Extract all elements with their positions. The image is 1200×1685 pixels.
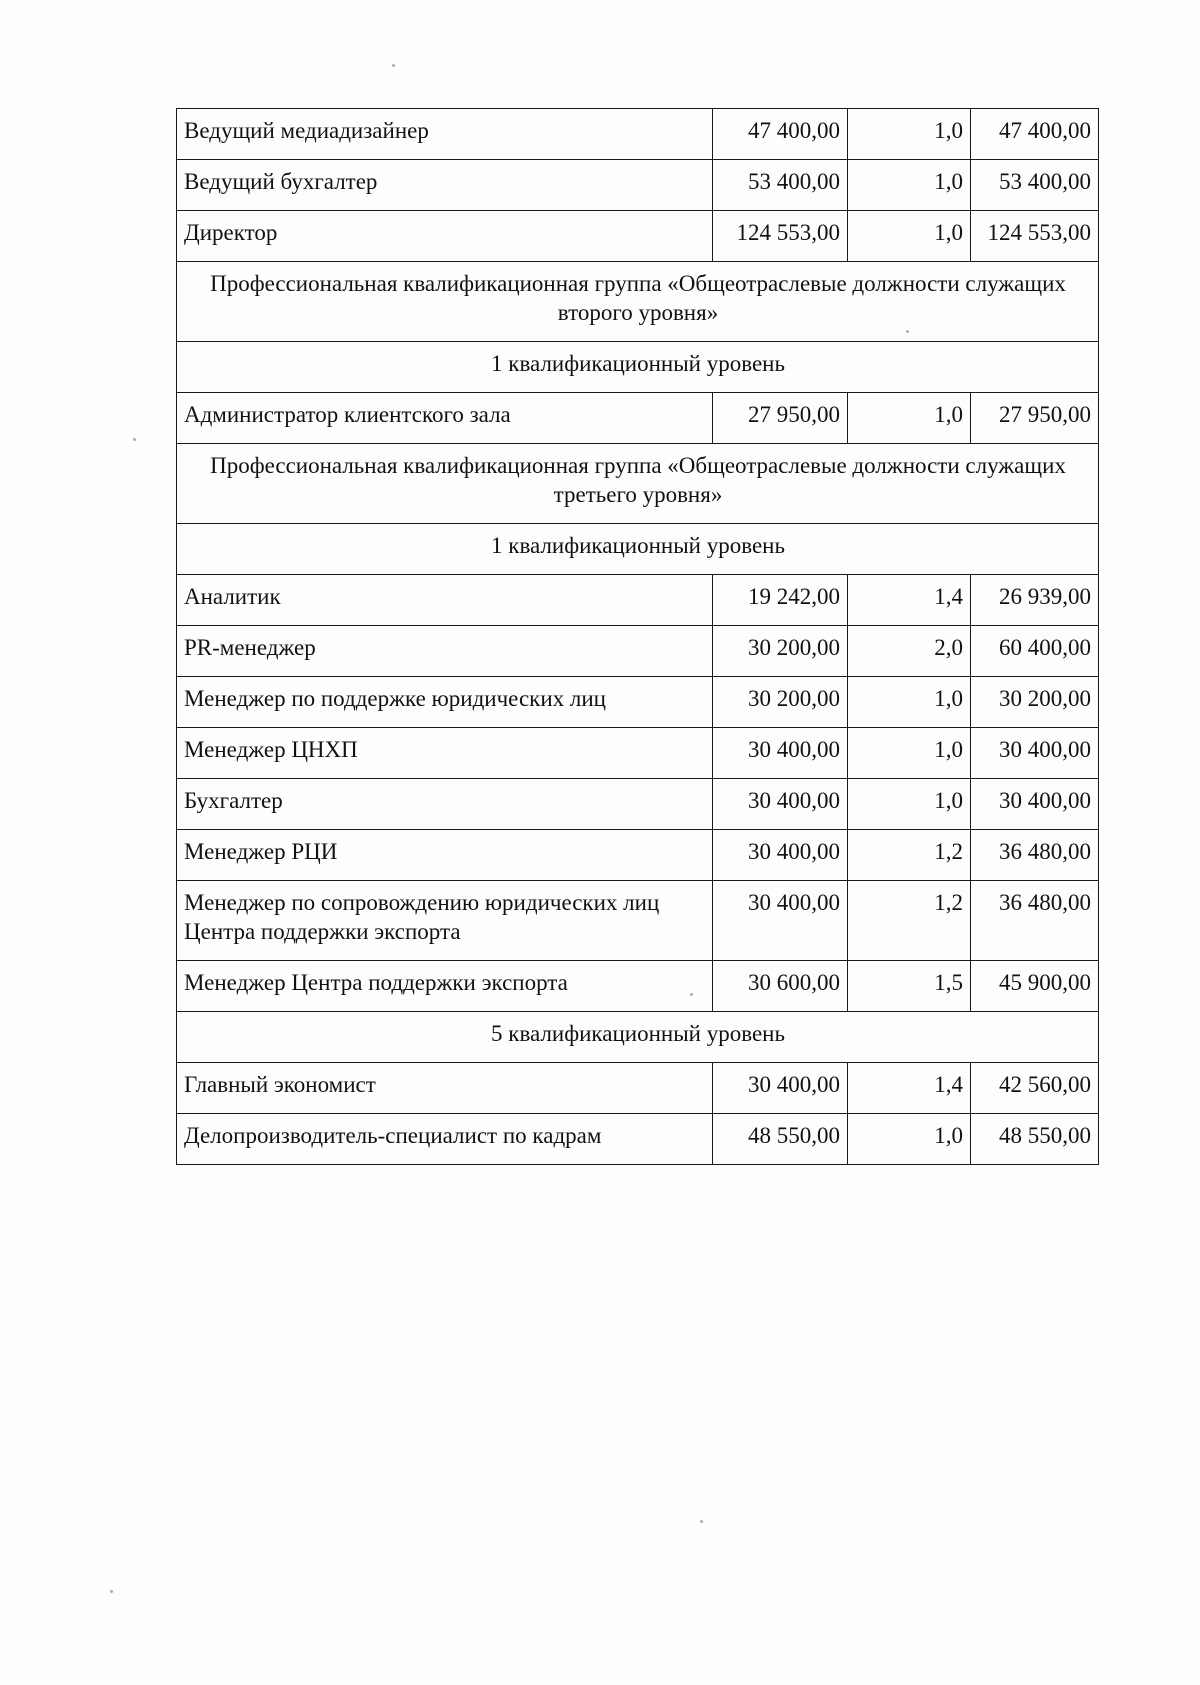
table-row: [177, 1114, 1099, 1165]
total-value: 36 480,00: [971, 881, 1099, 961]
salary-value: 30 200,00: [713, 626, 848, 677]
table-row: [177, 1063, 1099, 1114]
qualification-group-title: Профессиональная квалификационная группа «Общеотраслевые должности служащих третьего уровня»: [177, 444, 1099, 524]
position-name: Менеджер Центра поддержки экспорта: [177, 961, 713, 1012]
coefficient-value: 1,0: [848, 211, 971, 262]
qualification-level-title: 5 квалификационный уровень: [177, 1012, 1099, 1063]
total-value: 30 400,00: [971, 728, 1099, 779]
total-value: 48 550,00: [971, 1114, 1099, 1165]
position-name: Аналитик: [177, 575, 713, 626]
coefficient-value: 1,5: [848, 961, 971, 1012]
coefficient-value: 2,0: [848, 626, 971, 677]
qualification-level-title: 1 квалификационный уровень: [177, 524, 1099, 575]
total-value: 30 400,00: [971, 779, 1099, 830]
salary-value: 30 200,00: [713, 677, 848, 728]
salary-value: 19 242,00: [713, 575, 848, 626]
coefficient-value: 1,2: [848, 830, 971, 881]
salary-value: 30 600,00: [713, 961, 848, 1012]
salary-value: 30 400,00: [713, 881, 848, 961]
table-row: [177, 393, 1099, 444]
coefficient-value: 1,0: [848, 160, 971, 211]
level-header-row: [177, 1012, 1099, 1063]
total-value: 45 900,00: [971, 961, 1099, 1012]
coefficient-value: 1,4: [848, 575, 971, 626]
total-value: 47 400,00: [971, 109, 1099, 160]
position-name: Делопроизводитель-специалист по кадрам: [177, 1114, 713, 1165]
total-value: 53 400,00: [971, 160, 1099, 211]
position-name: Главный экономист: [177, 1063, 713, 1114]
position-name: Менеджер ЦНХП: [177, 728, 713, 779]
scan-speck: [700, 1520, 703, 1523]
level-header-row: [177, 524, 1099, 575]
level-header-row: [177, 342, 1099, 393]
coefficient-value: 1,0: [848, 109, 971, 160]
table-row: [177, 677, 1099, 728]
table-row: [177, 881, 1099, 961]
position-name: Ведущий бухгалтер: [177, 160, 713, 211]
group-header-row: [177, 262, 1099, 342]
qualification-group-title: Профессиональная квалификационная группа «Общеотраслевые должности служащих второго уровня»: [177, 262, 1099, 342]
salary-value: 53 400,00: [713, 160, 848, 211]
position-name: Бухгалтер: [177, 779, 713, 830]
coefficient-value: 1,0: [848, 393, 971, 444]
group-header-row: [177, 444, 1099, 524]
total-value: 124 553,00: [971, 211, 1099, 262]
total-value: 60 400,00: [971, 626, 1099, 677]
coefficient-value: 1,0: [848, 1114, 971, 1165]
table-row: [177, 109, 1099, 160]
coefficient-value: 1,2: [848, 881, 971, 961]
table-row: [177, 728, 1099, 779]
total-value: 26 939,00: [971, 575, 1099, 626]
position-name: PR-менеджер: [177, 626, 713, 677]
total-value: 30 200,00: [971, 677, 1099, 728]
scan-speck: [110, 1590, 113, 1593]
position-name: Менеджер РЦИ: [177, 830, 713, 881]
salary-value: 30 400,00: [713, 1063, 848, 1114]
table-row: [177, 779, 1099, 830]
qualification-level-title: 1 квалификационный уровень: [177, 342, 1099, 393]
position-name: Менеджер по сопровождению юридических лиц Центра поддержки экспорта: [177, 881, 713, 961]
coefficient-value: 1,0: [848, 677, 971, 728]
position-name: Менеджер по поддержке юридических лиц: [177, 677, 713, 728]
position-name: Директор: [177, 211, 713, 262]
salary-value: 30 400,00: [713, 728, 848, 779]
salary-value: 27 950,00: [713, 393, 848, 444]
total-value: 36 480,00: [971, 830, 1099, 881]
table-row: [177, 626, 1099, 677]
salary-value: 48 550,00: [713, 1114, 848, 1165]
coefficient-value: 1,0: [848, 779, 971, 830]
table-row: [177, 961, 1099, 1012]
table-row: [177, 211, 1099, 262]
table-row: [177, 830, 1099, 881]
salary-value: 47 400,00: [713, 109, 848, 160]
table-row: [177, 575, 1099, 626]
position-name: Администратор клиентского зала: [177, 393, 713, 444]
position-name: Ведущий медиадизайнер: [177, 109, 713, 160]
table-body: [177, 109, 1099, 1165]
table-row: [177, 160, 1099, 211]
total-value: 27 950,00: [971, 393, 1099, 444]
salary-value: 30 400,00: [713, 830, 848, 881]
salary-value: 30 400,00: [713, 779, 848, 830]
scan-speck: [133, 438, 136, 441]
salary-value: 124 553,00: [713, 211, 848, 262]
scan-speck: [392, 64, 395, 67]
staff-salary-table: [176, 108, 1099, 1165]
coefficient-value: 1,4: [848, 1063, 971, 1114]
coefficient-value: 1,0: [848, 728, 971, 779]
total-value: 42 560,00: [971, 1063, 1099, 1114]
